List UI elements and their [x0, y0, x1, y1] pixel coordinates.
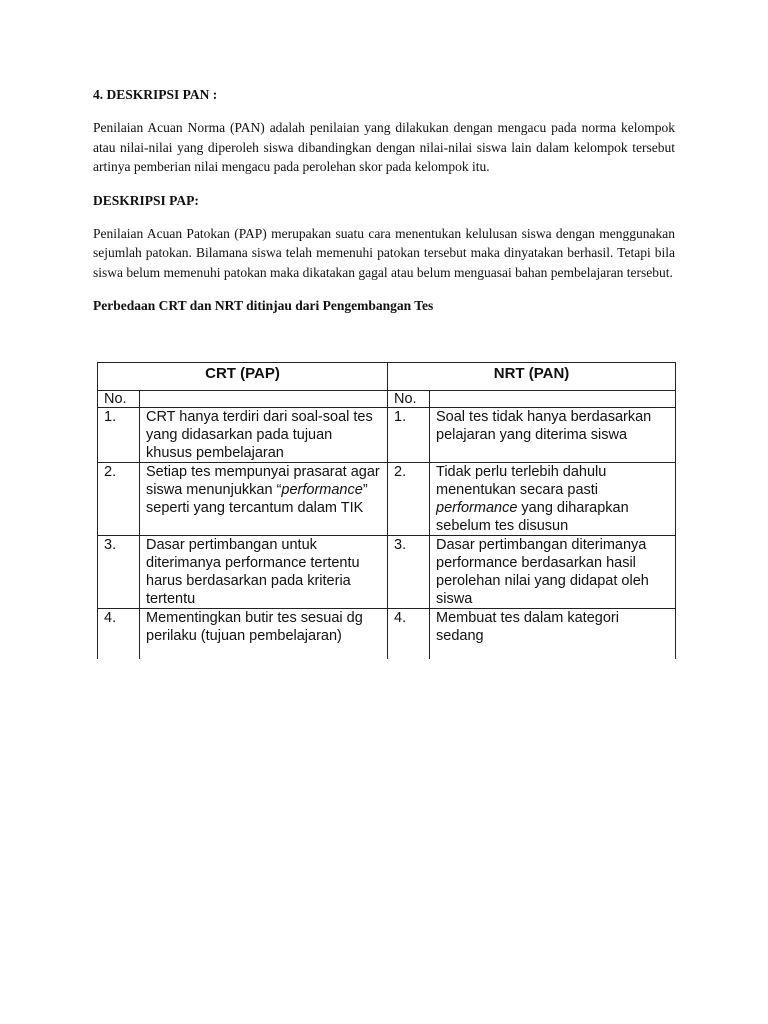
- no-label-right: No.: [388, 391, 430, 408]
- nrt-text: Dasar pertimbangan diterimanya performance berdasarkan hasil perolehan nilai yang didapat oleh siswa: [436, 537, 649, 607]
- crt-text-a: Setiap tes mempunyai prasarat agar siswa menunjukkan “: [146, 464, 380, 498]
- row-number: 2.: [98, 463, 140, 536]
- document-body: [93, 86, 675, 323]
- pan-paragraph: Penilaian Acuan Norma (PAN) adalah penilaian yang dilakukan dengan mengacu pada norma kelompok atau nilai-nilai yang diperoleh siswa dibandingkan dengan nilai-nilai siswa lain dalam kelompok tersebut artinya pemberian nilai mengacu pada perolehan skor pada kelompok itu.: [93, 120, 675, 174]
- crt-text: Dasar pertimbangan untuk diterimanya performance tertentu harus berdasarkan pada kriteria tertentu: [146, 537, 360, 607]
- table-caption: Perbedaan CRT dan NRT ditinjau dari Pengembangan Tes: [93, 298, 434, 313]
- crt-text: Mementingkan butir tes sesuai dg perilaku (tujuan pembelajaran): [146, 610, 363, 644]
- row-number: 4.: [98, 609, 140, 660]
- table-row: [98, 463, 676, 536]
- pan-heading: 4. DESKRIPSI PAN :: [93, 87, 218, 102]
- nrt-text-a: Tidak perlu terlebih dahulu menentukan secara pasti: [436, 464, 607, 498]
- comparison-table: [97, 362, 676, 659]
- crt-text-em: performance: [281, 482, 363, 498]
- pap-paragraph: Penilaian Acuan Patokan (PAP) merupakan suatu cara menentukan kelulusan siswa dengan menggunakan sejumlah patokan. Bilamana siswa telah memenuhi patokan tersebut maka dinyatakan berhasil. Tetapi bila siswa belum memenuhi patokan maka dikatakan gagal atau belum menguasai bahan pembelajaran tersebut.: [93, 225, 675, 280]
- nrt-cell: [430, 609, 676, 660]
- crt-cell: [140, 408, 388, 463]
- crt-cell: [140, 609, 388, 660]
- nrt-cell: [430, 408, 676, 463]
- crt-cell: [140, 536, 388, 609]
- table-row: [98, 536, 676, 609]
- crt-text: CRT hanya terdiri dari soal-soal tes yang didasarkan pada tujuan khusus pembelajaran: [146, 409, 373, 461]
- no-label-row: [98, 391, 676, 408]
- empty-cell: [430, 391, 676, 408]
- crt-text: [146, 463, 381, 517]
- row-number: 3.: [388, 536, 430, 609]
- header-nrt: NRT (PAN): [388, 363, 676, 391]
- table-header-row: [98, 363, 676, 391]
- nrt-cell: [430, 536, 676, 609]
- crt-cell: [140, 463, 388, 536]
- table-row: [98, 408, 676, 463]
- nrt-text-b: yang diharapkan sebelum tes disusun: [436, 500, 629, 534]
- row-number: 3.: [98, 536, 140, 609]
- row-number: 4.: [388, 609, 430, 660]
- header-crt: CRT (PAP): [98, 363, 388, 391]
- pap-heading: DESKRIPSI PAP:: [93, 192, 199, 208]
- crt-text-b: ” seperti yang tercantum dalam TIK: [146, 482, 368, 516]
- empty-cell: [140, 391, 388, 408]
- no-label-left: No.: [98, 391, 140, 408]
- nrt-text: Membuat tes dalam kategori sedang: [436, 610, 619, 644]
- row-number: 2.: [388, 463, 430, 536]
- nrt-text-em: performance: [436, 500, 518, 516]
- nrt-cell: [430, 463, 676, 536]
- nrt-text: Soal tes tidak hanya berdasarkan pelajaran yang diterima siswa: [436, 409, 652, 443]
- row-number: 1.: [98, 408, 140, 463]
- table-row: [98, 609, 676, 660]
- nrt-text: [436, 463, 669, 535]
- row-number: 1.: [388, 408, 430, 463]
